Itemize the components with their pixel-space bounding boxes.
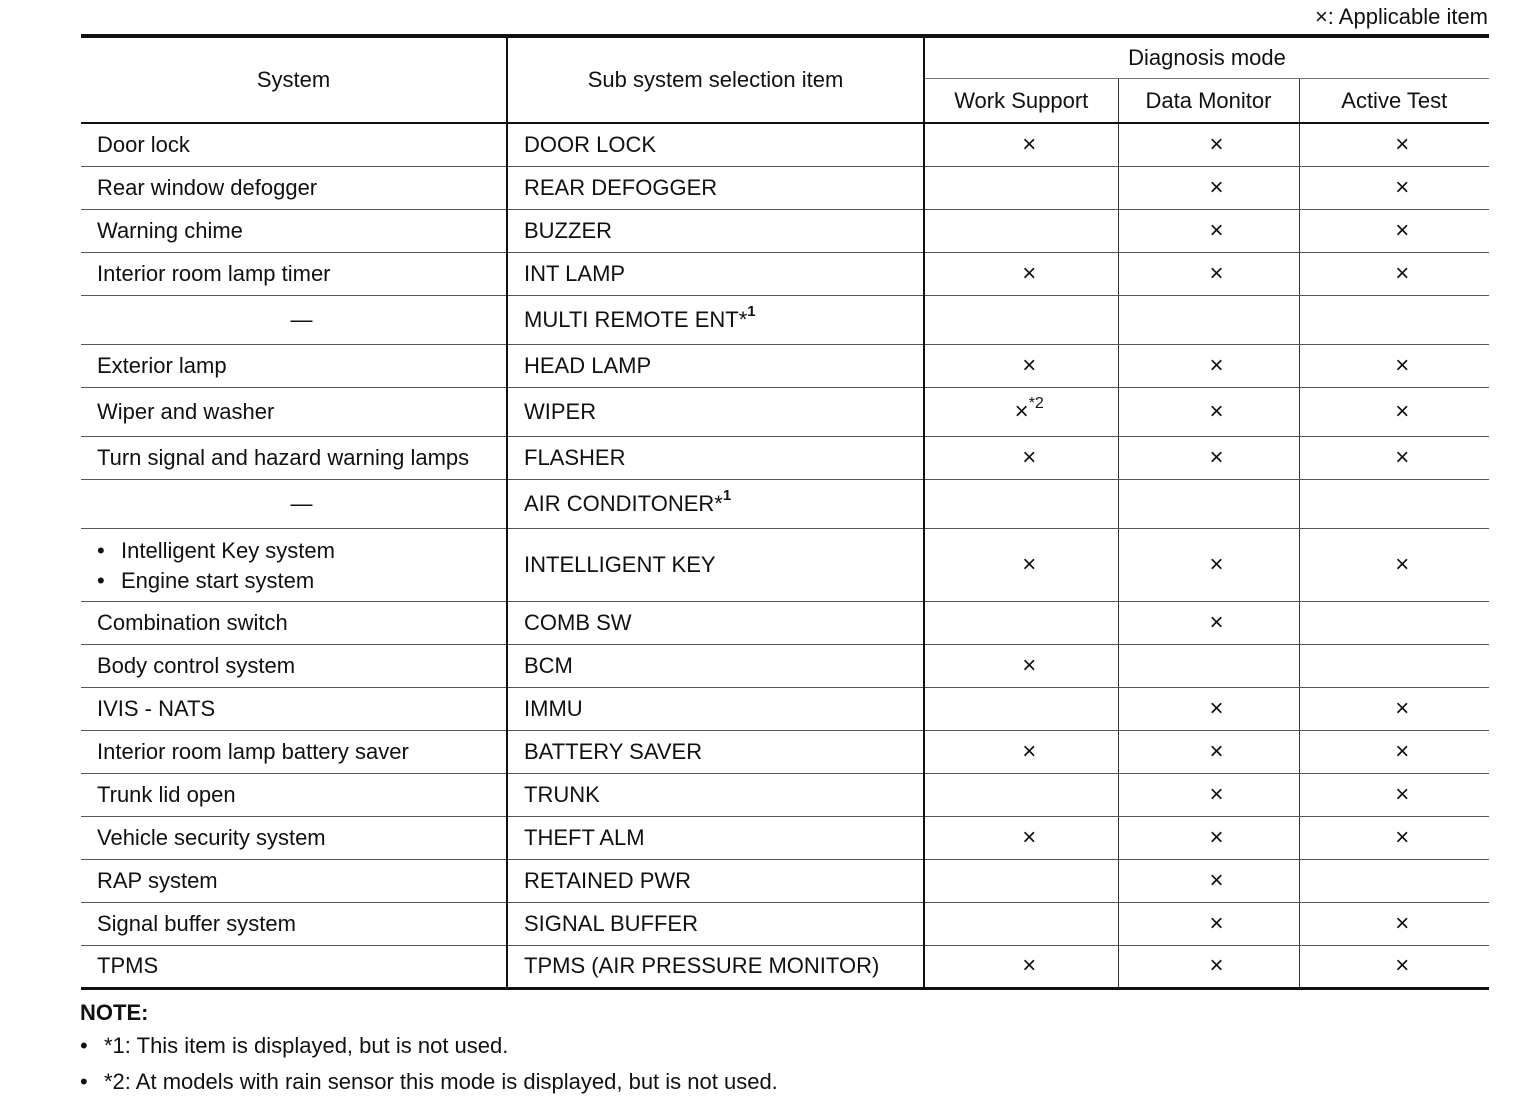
system-cell: Rear window defogger [81,166,507,209]
active-test-cell: × [1299,252,1489,295]
sub-system-text: IMMU [524,695,583,721]
active-test-cell: × [1299,123,1489,166]
table-row [81,252,1489,295]
footnote-marker: 1 [747,303,756,321]
table-row [81,479,1489,528]
data-monitor-cell: × [1118,859,1299,902]
work-support-cell [924,859,1118,902]
sub-system-cell [507,295,924,344]
work-support-cell [924,344,1118,387]
active-test-cell [1299,479,1489,528]
system-cell: Body control system [81,644,507,687]
applicable-mark [1022,352,1036,379]
sub-system-text: FLASHER [524,444,626,470]
sub-system-cell [507,730,924,773]
sub-system-cell [507,436,924,479]
applicable-mark-text: × [1022,952,1037,979]
data-monitor-cell: × [1118,209,1299,252]
sub-system-cell [507,601,924,644]
bullet-icon: • [97,537,105,563]
applicable-mark-text: × [1014,397,1029,425]
system-cell: Wiper and washer [81,387,507,436]
work-support-cell [924,209,1118,252]
table-row [81,902,1489,945]
active-test-cell [1299,859,1489,902]
applicable-mark [1022,131,1036,158]
data-monitor-cell [1118,644,1299,687]
notes-section [80,998,778,1100]
applicable-mark-text: × [1022,651,1037,679]
system-cell: TPMS [81,945,507,988]
system-line-text: Intelligent Key system [121,537,335,563]
sub-system-text: SIGNAL BUFFER [524,910,698,936]
work-support-cell [924,387,1118,436]
active-test-cell: × [1299,344,1489,387]
system-cell: Vehicle security system [81,816,507,859]
work-support-cell [924,166,1118,209]
data-monitor-cell: × [1118,902,1299,945]
data-monitor-cell: × [1118,344,1299,387]
sub-system-cell [507,123,924,166]
table-row [81,773,1489,816]
note-item [80,1064,778,1100]
active-test-cell: × [1299,436,1489,479]
data-monitor-cell: × [1118,252,1299,295]
work-support-cell [924,436,1118,479]
sub-system-text: BATTERY SAVER [524,738,703,764]
data-monitor-cell: × [1118,528,1299,601]
table-row [81,209,1489,252]
active-test-cell [1299,601,1489,644]
bullet-icon: • [80,1033,88,1058]
applicable-mark-text: × [1022,351,1037,379]
system-cell: Interior room lamp battery saver [81,730,507,773]
active-test-cell: × [1299,773,1489,816]
data-monitor-cell: × [1118,387,1299,436]
data-monitor-cell: × [1118,436,1299,479]
work-support-cell [924,644,1118,687]
applicable-mark-text: × [1022,130,1037,158]
work-support-cell [924,252,1118,295]
active-test-cell: × [1299,166,1489,209]
applicable-item-legend: ×: Applicable item [1314,4,1488,29]
applicable-mark [1022,952,1036,979]
notes-title: NOTE: [80,1000,149,1025]
sub-system-cell [507,859,924,902]
system-cell: IVIS - NATS [81,687,507,730]
sub-system-text: THEFT ALM [524,824,645,850]
sub-system-cell [507,209,924,252]
applicable-mark-text: × [1022,737,1037,765]
footnote-marker: *2 [1028,394,1044,412]
active-test-cell: × [1299,902,1489,945]
system-bullet-line [97,535,506,565]
bullet-icon: • [80,1069,88,1094]
system-cell: Turn signal and hazard warning lamps [81,436,507,479]
system-cell: Exterior lamp [81,344,507,387]
sub-system-text: WIPER [524,398,597,424]
applicable-mark [1014,394,1044,425]
data-monitor-cell [1118,479,1299,528]
sub-system-cell [507,687,924,730]
sub-system-text: HEAD LAMP [524,352,652,378]
table-row [81,295,1489,344]
table-row [81,344,1489,387]
applicable-mark [1022,551,1036,578]
applicable-mark-text: × [1022,443,1037,471]
sub-system-cell [507,902,924,945]
applicable-mark [1022,824,1036,851]
sub-system-cell [507,166,924,209]
table-row [81,123,1489,166]
active-test-cell: × [1299,945,1489,988]
table-row [81,816,1489,859]
sub-system-cell [507,945,924,988]
data-monitor-cell: × [1118,123,1299,166]
work-support-cell [924,902,1118,945]
active-test-cell [1299,295,1489,344]
footnote-marker: 1 [722,487,732,505]
data-monitor-cell: × [1118,773,1299,816]
header-data-monitor: Data Monitor [1118,79,1299,123]
system-cell: — [81,479,507,528]
applicable-mark-text: × [1022,823,1037,851]
work-support-cell [924,816,1118,859]
system-line-text: Engine start system [121,567,315,593]
applicable-mark [1022,260,1036,287]
system-cell: Trunk lid open [81,773,507,816]
sub-system-text: BCM [524,652,573,678]
system-cell: Door lock [81,123,507,166]
note-text: *2: At models with rain sensor this mode is displayed, but is not used. [104,1069,778,1094]
header-system: System [81,36,507,123]
data-monitor-cell [1118,295,1299,344]
work-support-cell [924,687,1118,730]
active-test-cell [1299,644,1489,687]
system-cell: Interior room lamp timer [81,252,507,295]
data-monitor-cell: × [1118,687,1299,730]
active-test-cell: × [1299,209,1489,252]
work-support-cell [924,528,1118,601]
sub-system-cell [507,479,924,528]
table-row [81,945,1489,988]
sub-system-text: BUZZER [524,217,612,243]
diagnosis-mode-table [81,34,1489,990]
table-row [81,730,1489,773]
system-cell: Combination switch [81,601,507,644]
active-test-cell: × [1299,687,1489,730]
bullet-icon: • [97,567,105,593]
sub-system-text: REAR DEFOGGER [524,174,718,200]
table-row [81,644,1489,687]
table-row [81,387,1489,436]
table-row [81,436,1489,479]
sub-system-text: COMB SW [524,609,632,635]
table-row [81,601,1489,644]
note-text: *1: This item is displayed, but is not used. [104,1033,509,1058]
header-active-test: Active Test [1299,79,1489,123]
data-monitor-cell: × [1118,816,1299,859]
sub-system-cell [507,816,924,859]
system-cell: — [81,295,507,344]
applicable-mark-text: × [1022,550,1037,578]
active-test-cell: × [1299,816,1489,859]
sub-system-text: DOOR LOCK [524,131,657,157]
sub-system-text: TRUNK [524,781,600,807]
table-row [81,166,1489,209]
system-cell: RAP system [81,859,507,902]
work-support-cell [924,601,1118,644]
system-cell: Warning chime [81,209,507,252]
work-support-cell [924,479,1118,528]
data-monitor-cell: × [1118,945,1299,988]
sub-system-text: INT LAMP [524,260,626,286]
applicable-mark [1022,738,1036,765]
table-row [81,859,1489,902]
sub-system-text: MULTI REMOTE ENT* [524,306,748,332]
sub-system-text: AIR CONDITONER* [524,490,723,516]
data-monitor-cell: × [1118,730,1299,773]
work-support-cell [924,773,1118,816]
applicable-mark [1022,652,1036,679]
data-monitor-cell: × [1118,166,1299,209]
system-cell: Signal buffer system [81,902,507,945]
active-test-cell: × [1299,528,1489,601]
sub-system-text: RETAINED PWR [524,867,692,893]
work-support-cell [924,295,1118,344]
active-test-cell: × [1299,730,1489,773]
applicable-mark-text: × [1022,259,1037,287]
sub-system-cell [507,387,924,436]
header-sub-system-selection-item: Sub system selection item [507,36,924,123]
sub-system-cell [507,644,924,687]
table-row [81,528,1489,601]
applicable-mark [1022,444,1036,471]
sub-system-cell [507,344,924,387]
table-body [81,123,1489,988]
sub-system-text: INTELLIGENT KEY [524,551,716,577]
work-support-cell [924,730,1118,773]
sub-system-cell [507,773,924,816]
system-bullet-line [97,565,506,595]
sub-system-cell [507,252,924,295]
header-diagnosis-mode: Diagnosis mode [924,36,1489,79]
work-support-cell [924,945,1118,988]
active-test-cell: × [1299,387,1489,436]
work-support-cell [924,123,1118,166]
header-work-support: Work Support [924,79,1118,123]
data-monitor-cell: × [1118,601,1299,644]
system-cell [81,528,507,601]
sub-system-text: TPMS (AIR PRESSURE MONITOR) [524,953,880,978]
sub-system-cell [507,528,924,601]
note-item [80,1028,778,1064]
table-row [81,687,1489,730]
